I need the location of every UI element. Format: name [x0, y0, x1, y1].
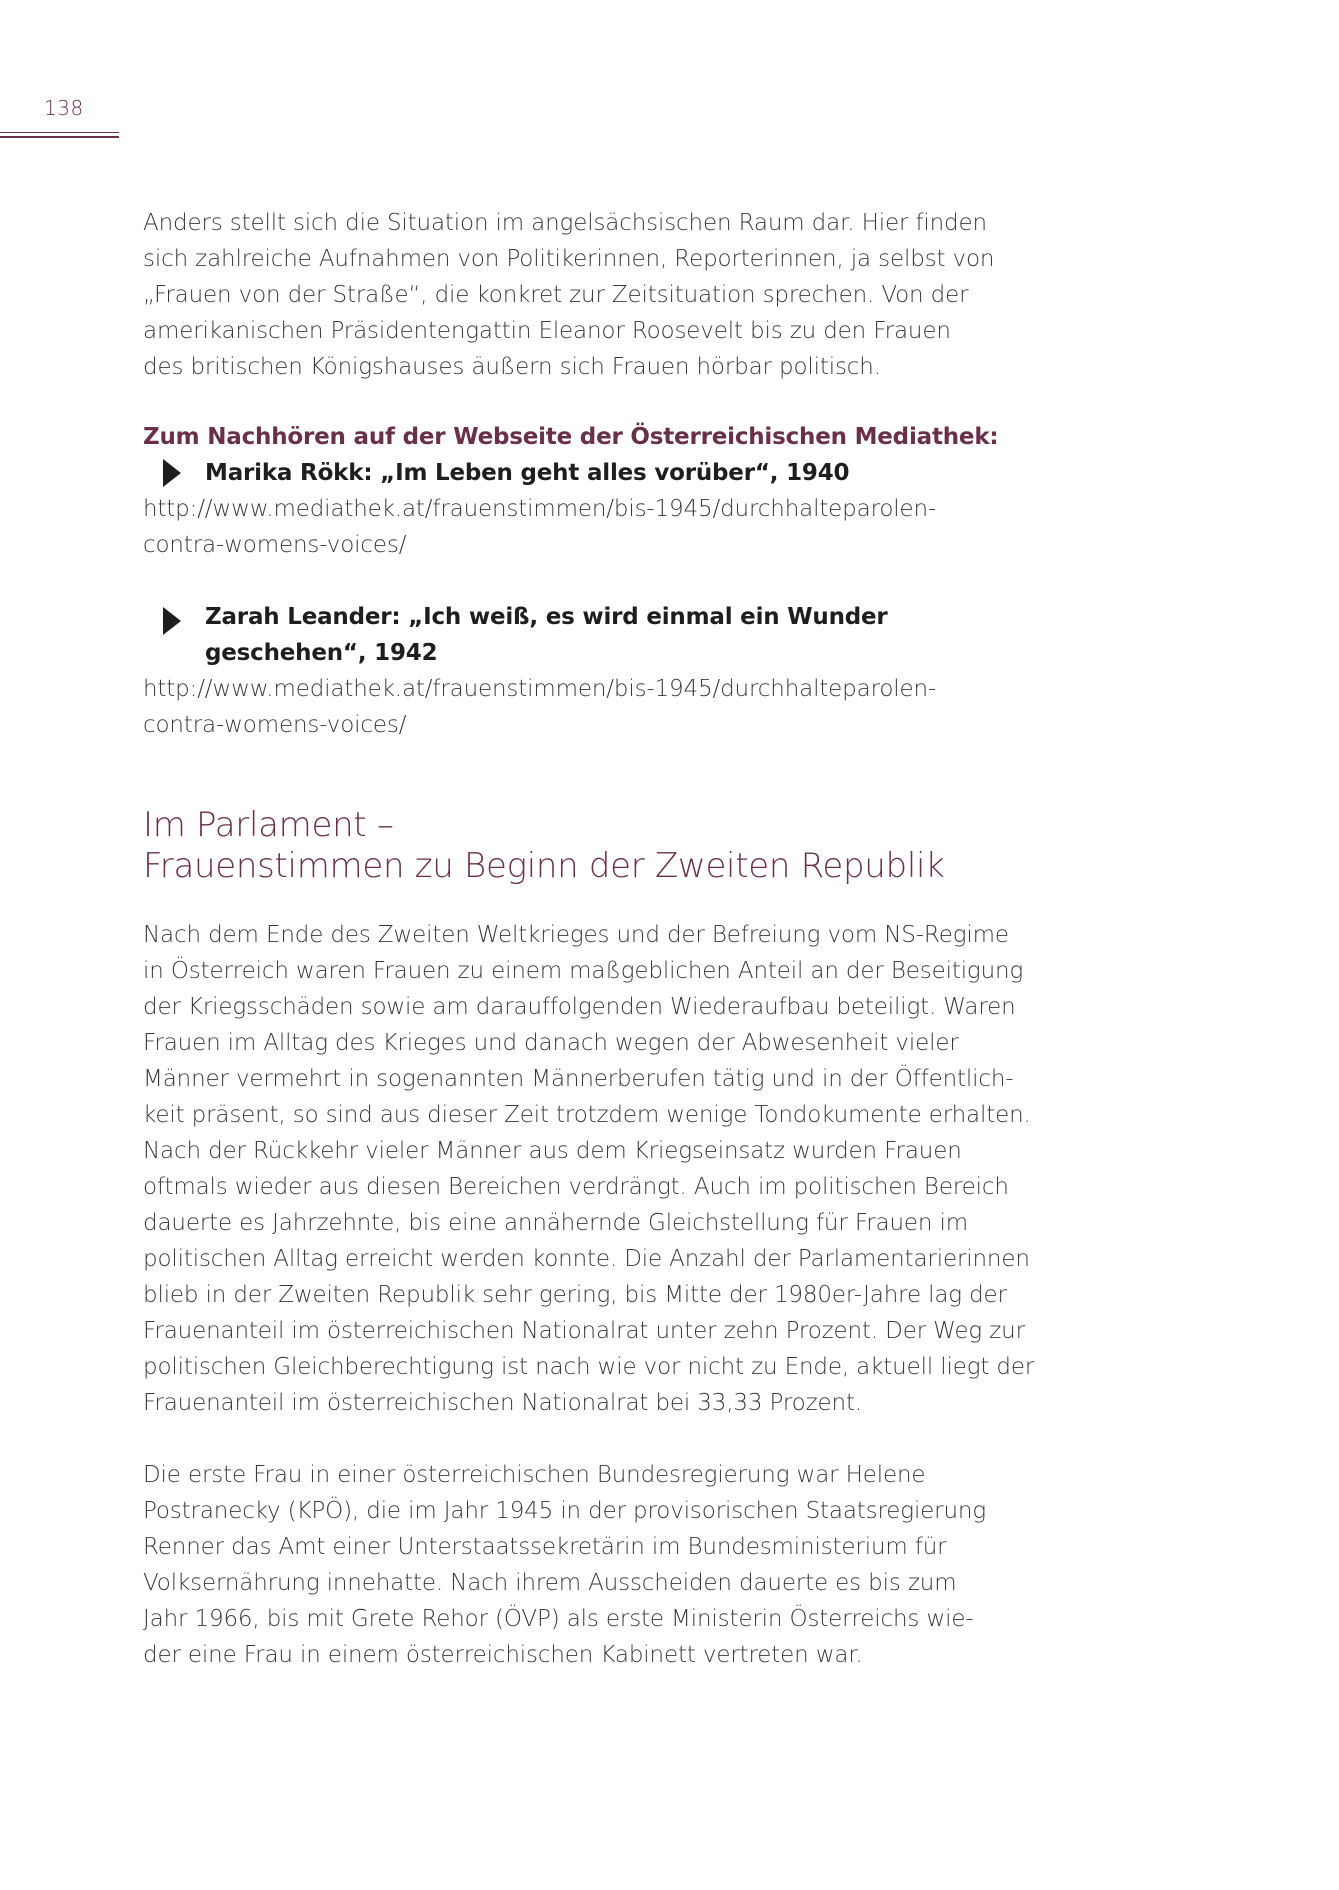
header-rule-thick	[0, 136, 119, 138]
audio-item-rokk	[143, 455, 1043, 563]
page-content	[143, 205, 1043, 1673]
audio-link[interactable]: http://www.mediathek.at/frauenstimmen/bis-1945/durchhalteparolen- contra-womens-voices/	[143, 676, 937, 738]
section-heading: Im Parlament – Frauenstimmen zu Beginn der Zweiten Republik	[143, 805, 945, 886]
section-paragraph-1: Nach dem Ende des Zweiten Weltkrieges und der Befreiung vom NS-Regime in Österreich waren Frauen zu einem maßgeblichen Anteil an der Beseitigung der Kriegsschäden sowie am darauffolgenden Wiederaufbau beteiligt. Waren Frauen im Alltag des Krieges und danach wegen der Abwesenheit vieler Männer vermehrt in sogenannten Männerberufen tätig und in der Öffentlich- keit präsent, so sind aus dieser Zeit trotzdem wenige Tondokumente erhalten. Nach der Rückkehr vieler Männer aus dem Kriegseinsatz wurden Frauen oftmals wieder aus diesen Bereichen verdrängt. Auch im politischen Bereich dauerte es Jahrzehnte, bis eine annähernde Gleichstellung für Frauen im politischen Alltag erreicht werden konnte. Die Anzahl der Parlamentarierinnen blieb in der Zweiten Republik sehr gering, bis Mitte der 1980er-Jahre lag der Frauenanteil im österreichischen Nationalrat unter zehn Prozent. Der Weg zur politischen Gleichberechtigung ist nach wie vor nicht zu Ende, aktuell liegt der Frauenanteil im österreichischen Nationalrat bei 33,33 Prozent.	[143, 922, 1035, 1416]
audio-item-leander	[143, 599, 1043, 743]
mediathek-heading: Zum Nachhören auf der Webseite der Österreichischen Mediathek:	[143, 424, 999, 450]
audio-title: Zarah Leander: „Ich weiß, es wird einmal ein Wunder geschehen“, 1942	[205, 604, 888, 666]
play-icon[interactable]	[163, 459, 181, 487]
page-number: 138	[44, 96, 84, 120]
audio-link[interactable]: http://www.mediathek.at/frauenstimmen/bis-1945/durchhalteparolen- contra-womens-voices/	[143, 496, 937, 558]
section-paragraph-2: Die erste Frau in einer österreichischen Bundesregierung war Helene Postranecky (KPÖ), die im Jahr 1945 in der provisorischen Staatsregierung Renner das Amt einer Unterstaatssekretärin im Bundesministerium für Volksernährung innehatte. Nach ihrem Ausscheiden dauerte es bis zum Jahr 1966, bis mit Grete Rehor (ÖVP) als erste Ministerin Österreichs wie- der eine Frau in einem österreichischen Kabinett vertreten war.	[143, 1462, 986, 1668]
play-icon[interactable]	[163, 607, 181, 635]
intro-paragraph: Anders stellt sich die Situation im angelsächsischen Raum dar. Hier finden sich zahlreiche Aufnahmen von Politikerinnen, Reporterinnen, ja selbst von „Frauen von der Straße“, die konkret zur Zeitsituation sprechen. Von der amerikanischen Präsidentengattin Eleanor Roosevelt bis zu den Frauen des britischen Königshauses äußern sich Frauen hörbar politisch.	[143, 210, 995, 380]
header-rule-thin	[0, 132, 119, 133]
audio-title: Marika Rökk: „Im Leben geht alles vorüber“, 1940	[205, 460, 850, 486]
spacer	[143, 563, 1043, 599]
